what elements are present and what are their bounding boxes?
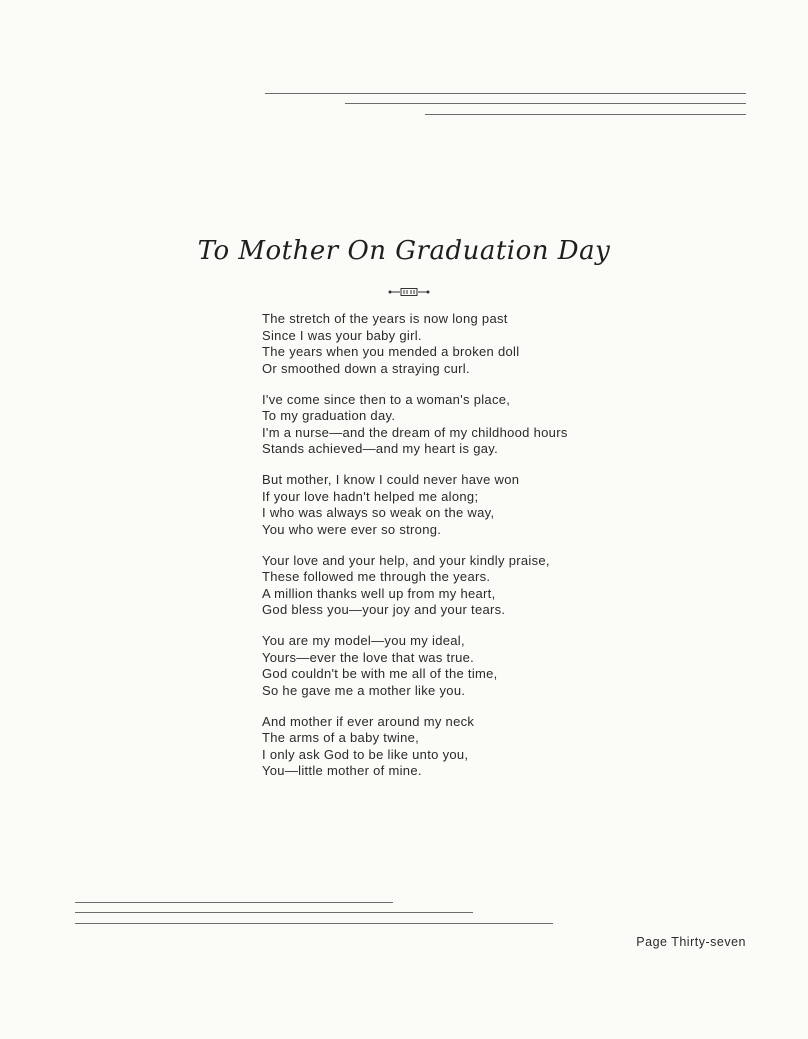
top-rule-2: [345, 103, 746, 104]
stanza: [262, 553, 682, 619]
poem-line: The stretch of the years is now long past: [262, 311, 508, 326]
poem-line: But mother, I know I could never have won: [262, 472, 520, 487]
poem-body: [262, 311, 682, 794]
poem-line: Since I was your baby girl.: [262, 327, 422, 343]
poem-line: If your love hadn't helped me along;: [262, 488, 479, 504]
poem-line: I who was always so weak on the way,: [262, 505, 495, 520]
poem-line: God bless you—your joy and your tears.: [262, 602, 506, 617]
poem-line: So he gave me a mother like you.: [262, 682, 466, 698]
poem-line: I've come since then to a woman's place,: [262, 391, 511, 407]
top-rule-1: [265, 93, 746, 94]
poem-line: And mother if ever around my neck: [262, 713, 475, 729]
poem-line: A million thanks well up from my heart,: [262, 585, 496, 601]
stanza: [262, 633, 682, 699]
poem-line: You who were ever so strong.: [262, 521, 442, 537]
poem-line: The years when you mended a broken doll: [262, 344, 520, 359]
stanza: [262, 472, 682, 538]
poem-line: I only ask God to be like unto you,: [262, 746, 469, 762]
flourish-ornament-icon: [387, 286, 431, 298]
poem-line: I'm a nurse—and the dream of my childhood hours: [262, 424, 568, 440]
poem-line: You are my model—you my ideal,: [262, 633, 465, 648]
poem-line: God couldn't be with me all of the time,: [262, 666, 498, 681]
page-number: Page Thirty-seven: [636, 935, 746, 949]
stanza: [262, 392, 682, 458]
poem-line: The arms of a baby twine,: [262, 730, 420, 745]
poem-line: These followed me through the years.: [262, 569, 491, 584]
poem-title: To Mother On Graduation Day: [197, 236, 611, 266]
poem-line: You—little mother of mine.: [262, 763, 422, 778]
poem-line: Stands achieved—and my heart is gay.: [262, 441, 499, 456]
top-rule-3: [425, 114, 746, 115]
stanza: [262, 311, 682, 377]
poem-line: Your love and your help, and your kindly praise,: [262, 552, 550, 568]
poem-line: Yours—ever the love that was true.: [262, 649, 475, 665]
poem-line: Or smoothed down a straying curl.: [262, 360, 470, 376]
stanza: [262, 714, 682, 780]
poem-line: To my graduation day.: [262, 408, 396, 423]
bottom-rule-1: [75, 902, 393, 903]
bottom-rule-2: [75, 912, 473, 913]
bottom-rule-3: [75, 923, 553, 924]
